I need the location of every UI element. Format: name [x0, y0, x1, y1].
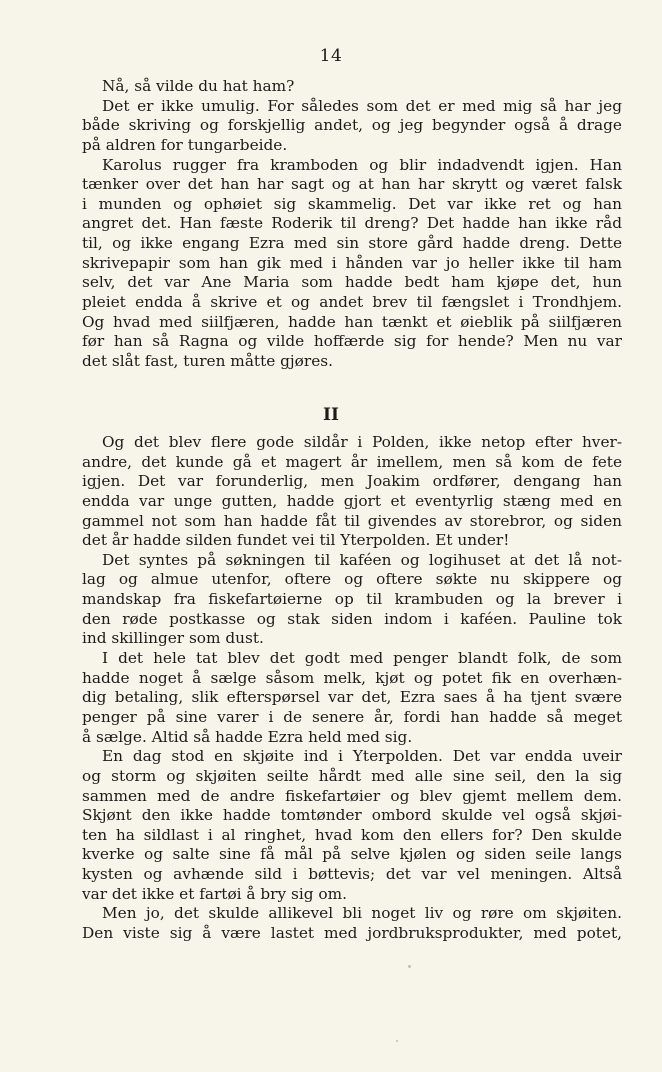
text-line: pleiet endda å skrive et og andet brev til fængslet i Trondhjem. [82, 293, 622, 312]
text-line: I det hele tat blev det godt med penger blandt folk, de som [102, 649, 622, 668]
text-line: både skriving og forskjellig andet, og jeg begynder også å drage [82, 116, 622, 135]
text-line: Og hvad med siilfjæren, hadde han tænkt et øieblik på siilfjæren [82, 312, 622, 331]
text-line: andre, det kunde gå et magert år imellem, men så kom de fete [82, 452, 622, 471]
text-line: angret det. Han fæste Roderik til dreng? Det hadde han ikke råd [82, 214, 622, 233]
text-block-before [82, 77, 622, 372]
text-block-after [82, 433, 622, 944]
text-line: Den viste sig å være lastet med jordbruksprodukter, med potet, [82, 924, 622, 943]
text-line: det år hadde silden fundet vei til Yterpolden. Et under! [82, 531, 510, 550]
text-line: til, og ikke engang Ezra med sin store gård hadde dreng. Dette [82, 234, 622, 253]
text-line: den røde postkasse og stak siden indom i kaféen. Pauline tok [82, 609, 622, 628]
text-line: endda var unge gutten, hadde gjort et eventyrlig stæng med en [82, 491, 622, 510]
text-line: var det ikke et fartøi å bry sig om. [82, 884, 347, 903]
text-line: selv, det var Ane Maria som hadde bedt ham kjøpe det, hun [82, 273, 622, 292]
text-line: dig betaling, slik efterspørsel var det, Ezra saes å ha tjent svære [82, 688, 622, 707]
text-line: Karolus rugger fra kramboden og blir indadvendt igjen. Han [102, 155, 622, 174]
text-line: tænker over det han har sagt og at han har skrytt og været falsk [82, 175, 622, 194]
text-line: mandskap fra fiskefartøierne op til krambuden og la brever i [82, 590, 622, 609]
text-line: Nå, så vilde du hat ham? [102, 77, 295, 95]
text-line: Det syntes på søkningen til kaféen og logihuset at det lå not- [102, 550, 622, 569]
text-line: det slåt fast, turen måtte gjøres. [82, 351, 333, 370]
section-heading: II [323, 405, 339, 425]
text-line: Skjønt den ikke hadde tomtønder ombord skulde vel også skjøi- [82, 806, 622, 825]
text-line: sammen med de andre fiskefartøier og blev gjemt mellem dem. [82, 786, 622, 805]
paper-speck [408, 965, 411, 968]
text-line: gammel not som han hadde fåt til givendes av storebror, og siden [82, 511, 622, 530]
text-line: å sælge. Altid så hadde Ezra held med sig. [82, 727, 413, 746]
text-line: Men jo, det skulde allikevel bli noget liv og røre om skjøiten. [102, 904, 622, 923]
text-line: hadde noget å sælge såsom melk, kjøt og potet fik en overhæn- [82, 668, 622, 687]
text-line: kysten og avhænde sild i bøttevis; det var vel meningen. Altså [82, 865, 622, 884]
text-line: på aldren for tungarbeide. [82, 135, 288, 154]
text-line: igjen. Det var forunderlig, men Joakim ordfører, dengang han [82, 472, 622, 491]
text-line: kverke og salte sine få mål på selve kjølen og siden seile langs [82, 845, 622, 864]
text-line: skrivepapir som han gik med i hånden var jo heller ikke til ham [82, 253, 622, 272]
text-line: lag og almue utenfor, oftere og oftere søkte nu skippere og [82, 570, 622, 589]
paper-speck [396, 1040, 398, 1042]
text-line: ten ha sildlast i al ringhet, hvad kom den ellers for? Den skulde [82, 825, 622, 844]
text-line: Det er ikke umulig. For således som det er med mig så har jeg [102, 96, 622, 115]
page-number: 14 [319, 46, 343, 66]
text-line: i munden og ophøiet sig skammelig. Det var ikke ret og han [82, 194, 622, 213]
text-line: En dag stod en skjøite ind i Yterpolden. Det var endda uveir [102, 747, 622, 766]
text-line: Og det blev flere gode sildår i Polden, ikke netop efter hver- [102, 433, 622, 451]
text-line: ind skillinger som dust. [82, 629, 264, 648]
text-line: før han så Ragna og vilde hoffærde sig for hende? Men nu var [82, 332, 622, 351]
text-line: penger på sine varer i de senere år, fordi han hadde så meget [82, 707, 622, 726]
text-line: og storm og skjøiten seilte hårdt med alle sine seil, den la sig [82, 766, 622, 785]
